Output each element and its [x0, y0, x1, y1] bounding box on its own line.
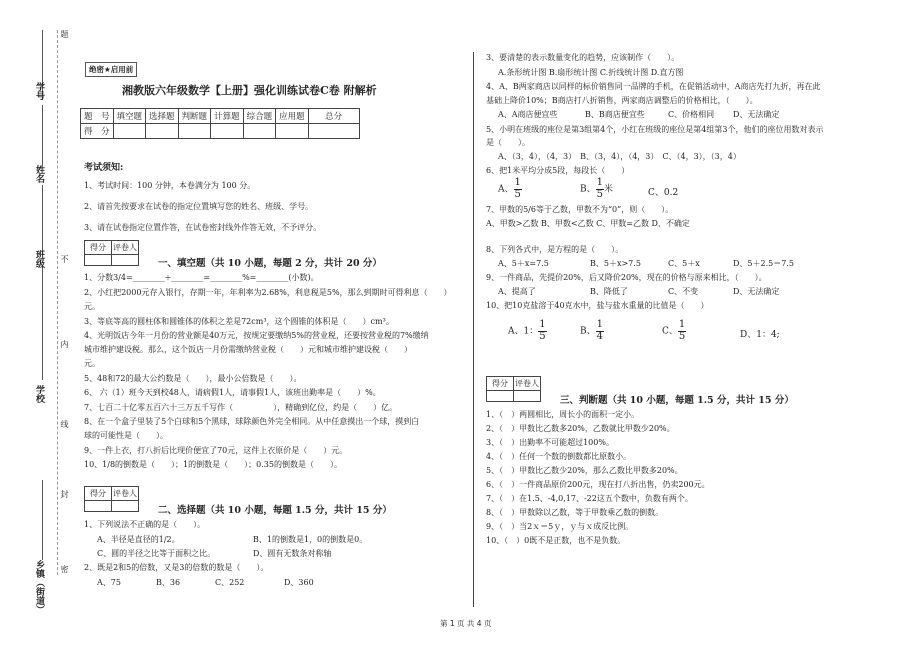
fill-question: 3、等底等高的圆柱体和圆锥体的体积之差是72cm³，这个圆锥的体积是（ ）cm³。 [84, 317, 394, 326]
choice-option: B、5＋x>7.5 [590, 259, 641, 268]
field-school: 学校 [34, 385, 44, 403]
score-cell [243, 124, 276, 139]
score-row-label: 得 分 [81, 124, 114, 139]
judge-question: 5、（ ）甲数比乙数少20%，那么乙数比甲数多20%。 [486, 466, 683, 475]
choice-question: 8、下列各式中，是方程的是（ ）。 [486, 245, 624, 254]
choice-option: D、圆有无数条对称轴 [253, 549, 332, 558]
choice-option: A.条形统计图 B.扇形统计图 C.折线统计图 D.直方图 [498, 68, 684, 77]
fill-question: 元。 [84, 302, 100, 311]
fraction-denominator: 5 [539, 330, 546, 342]
fill-question: 1、分数3/4=________÷________=________%=________(小数)。 [84, 273, 319, 282]
page-footer: 第 1 页 共 4 页 [440, 619, 492, 628]
name-line [42, 105, 43, 165]
choice-option: D、360 [284, 578, 314, 587]
choice-question: 2、既是2和5的倍数，又是3的倍数的数是（ ）。 [84, 563, 269, 572]
seal-line [57, 30, 58, 575]
choice-option: C、5＋x [668, 259, 700, 268]
choice-option-fraction [580, 320, 604, 342]
score-cell [308, 124, 359, 139]
fill-question: 6、 六（1）班今天到校48人，请病假1人，请事假1人，该班出勤率是（ ）%。 [84, 388, 381, 397]
score-table [80, 108, 360, 139]
grader-score-label: 得分 [85, 241, 112, 255]
fraction-denominator: 4 [596, 330, 603, 342]
grader-reviewer-label: 评卷人 [514, 377, 541, 391]
seal-char: 题 [60, 30, 69, 38]
choice-question: 7、甲数的5/6等于乙数，甲数不为“0”，则（ ）。 [486, 205, 674, 214]
choice-option: B、降低了 [590, 287, 628, 296]
score-head: 计算题 [211, 109, 244, 124]
option-label: C、 [662, 326, 678, 337]
confidential-badge: 绝密★启用前 [85, 62, 137, 77]
choice-option: C、252 [215, 578, 245, 587]
fill-question: 9、一件上衣，打八折后比现价便宜了70元，这件上衣原价是（ ）元。 [84, 446, 348, 455]
grader-score-cell [85, 501, 112, 512]
judge-question: 8、（ ）甲数除以乙数，等于甲数乘乙数的倒数。 [486, 508, 664, 517]
choice-option: B、B商店便宜些 [585, 110, 645, 119]
fraction-numerator: 1 [678, 319, 686, 330]
choice-option-fraction [498, 178, 522, 200]
field-name: 姓名 [34, 165, 44, 183]
fill-question: 8、在一个盒子里装了5个白球和5个黑球，球除颜色外完全相同。从中任意摸出一个球，摸到白 [84, 417, 420, 426]
field-student-id: 学号 [34, 82, 44, 100]
option-label: A、 [498, 184, 514, 195]
choice-option-fraction [662, 320, 686, 342]
choice-question: 9、一件商品，先提价20%，后又降价20%，现在的价格与原来相比，（ ）。 [486, 273, 767, 282]
choice-option: D、5＋2.5＝7.5 [733, 259, 794, 268]
score-cell [276, 124, 309, 139]
judge-question: 9、（ ）当2ｘ＝5ｙ，ｙ与ｘ成反比例。 [486, 522, 634, 531]
school-line [42, 265, 43, 380]
choice-question: 是（ ）。 [486, 138, 530, 147]
score-head: 总分 [308, 109, 359, 124]
score-cell [113, 124, 146, 139]
grader-score-label: 得分 [487, 377, 514, 391]
seal-char: 内 [60, 340, 69, 348]
field-class: 班级 [34, 250, 44, 268]
choice-option: A、5＋x=7.5 [498, 259, 549, 268]
note-item: 1、考试时间：100 分钟，本卷满分为 100 分。 [84, 181, 256, 190]
class-line [42, 185, 43, 255]
choice-option: B、36 [156, 578, 181, 587]
choice-question: 10、把10克盐溶于40克水中，盐与盐水重量的比值是（ ） [486, 301, 709, 310]
choice-option: A、半径是直径的1/2。 [97, 535, 180, 544]
judge-question: 10、（ ）0既不是正数，也不是负数。 [486, 536, 626, 545]
town-line [42, 480, 43, 560]
choice-option: A、提高了 [498, 287, 536, 296]
unit: 米 [604, 184, 614, 195]
choice-option: D、无法确定 [733, 287, 780, 296]
grader-reviewer-cell [514, 391, 541, 402]
fraction-denominator: 5 [596, 188, 603, 200]
score-head: 选择题 [146, 109, 179, 124]
choice-question: 4、A、B两家商店以同样的标价销售同一品牌的手机，在促销活动中，A商店先打九折，再在此 [486, 82, 821, 91]
fill-question: 城市维护建设税。那么，这个饭店一月份需缴纳营业税（ ）元和城市维护建设税（ ） [84, 345, 412, 354]
option-label: A、1： [508, 326, 539, 337]
score-head: 判断题 [178, 109, 211, 124]
fill-question: 2、小红把2000元存入银行，存期一年，年利率为2.68%，利息税是5%，那么到期时可得利息（ ） [84, 288, 452, 297]
score-head: 综合题 [243, 109, 276, 124]
section3-title: 三、判断题（共 10 小题，每题 1.5 分，共计 15 分） [560, 395, 794, 406]
score-cell [178, 124, 211, 139]
fill-question: 球的可能性是（ ）。 [84, 431, 168, 440]
choice-question: 5、小明在班级的座位是第3组第4个，小红在班级的座位是第4组第3个，他们的座位用数对表示 [486, 125, 824, 134]
score-head: 填空题 [113, 109, 146, 124]
section2-title: 二、选择题（共 10 小题，每题 1.5 分，共计 15 分） [158, 505, 392, 516]
choice-option: C、0.2 [648, 188, 679, 198]
judge-question: 2、（ ）甲数比乙数多20%，乙数就比甲数少20%。 [486, 424, 675, 433]
fill-question: 5、48和72的最大公约数是（ ），最小公倍数是（ ）。 [84, 374, 302, 383]
column-divider [473, 52, 474, 607]
judge-question: 7、（ ）在1.5、-4,0,17、-22这五个数中，负数有两个。 [486, 494, 693, 503]
grader-box [84, 486, 139, 512]
grader-reviewer-label: 评卷人 [112, 241, 139, 255]
score-cell [146, 124, 179, 139]
section1-title: 一、填空题（共 10 小题，每题 2 分，共计 20 分） [158, 258, 382, 269]
grader-box [486, 376, 541, 402]
grader-reviewer-label: 评卷人 [112, 487, 139, 501]
choice-option-fraction [580, 178, 613, 200]
judge-question: 1、（ ）两圆相比，周长小的面积一定小。 [486, 410, 640, 419]
score-cell [211, 124, 244, 139]
note-item: 2、请首先按要求在试卷的指定位置填写您的姓名、班级、学号。 [84, 202, 314, 211]
grader-score-cell [85, 255, 112, 266]
seal-char: 线 [60, 420, 69, 428]
choice-option: C、价格相同 [668, 110, 715, 119]
fraction-numerator: 1 [596, 177, 603, 188]
choice-option-fraction [508, 320, 547, 342]
fraction-numerator: 1 [514, 177, 521, 188]
choice-question: 1、下列说法不正确的是（ ）。 [84, 520, 206, 529]
fraction-numerator: 1 [539, 319, 546, 330]
field-town: 乡镇（街道） [34, 560, 44, 614]
grader-score-label: 得分 [85, 487, 112, 501]
choice-option: D、1：4; [740, 330, 780, 340]
note-item: 3、请在试卷指定位置作答，在试卷密封线外作答无效，不予评分。 [84, 223, 322, 232]
fill-question: 元。 [84, 359, 100, 368]
page-title: 湘教版六年级数学【上册】强化训练试卷C卷 附解析 [122, 84, 377, 97]
seal-char: 密 [60, 565, 69, 573]
score-head: 题 号 [81, 109, 114, 124]
fill-question: 4、光明饭店今年一月份的营业额是40万元，按规定要缴纳5%的营业税，还要按营业税的7%缴纳 [84, 331, 429, 340]
choice-option: B、1的倒数是1，0的倒数是0。 [253, 535, 368, 544]
seal-char: 不 [60, 255, 69, 263]
grader-reviewer-cell [112, 501, 139, 512]
choice-question: 6、把1米平均分成5段，每段长（ ） [486, 166, 630, 175]
judge-question: 6、（ ）一件商品原价200元，现在打八折出售，仍卖200元。 [486, 480, 710, 489]
choice-option: C、不变 [668, 287, 699, 296]
choice-option: D、无法确定 [733, 110, 780, 119]
grader-reviewer-cell [112, 255, 139, 266]
choice-option: C、圆的半径之比等于面积之比。 [97, 549, 216, 558]
fraction-denominator: 5 [514, 188, 521, 200]
fraction-numerator: 1 [596, 319, 603, 330]
score-head: 应用题 [276, 109, 309, 124]
choice-question: 基础上降价10%；B商店打八折销售，两家商店调整后的价格相比，（ ）。 [486, 96, 758, 105]
choice-option: A、75 [97, 578, 121, 587]
choice-option: A、A商店便宜些 [498, 110, 558, 119]
choice-option: A、（3，4），（4，3） B、（3，4），（4，3） C、（4，3），（3，4） [498, 152, 741, 161]
option-label: B、 [580, 184, 596, 195]
fill-question: 10、1/8的倒数是（ ）；1的倒数是（ ）；0.35的倒数是（ ）。 [84, 460, 342, 469]
notes-heading: 考试须知: [84, 163, 124, 173]
judge-question: 3、（ ）出勤率不可能超过100%。 [486, 438, 614, 447]
grader-box [84, 240, 139, 266]
grader-score-cell [487, 391, 514, 402]
choice-option: A、甲数>乙数 B、甲数<乙数 C、甲数=乙数 D、不确定 [486, 219, 690, 228]
choice-question: 3、要清楚的表示数量变化的趋势，应该制作（ ）。 [486, 53, 680, 62]
judge-question: 4、（ ）任何一个数的倒数都比原数小。 [486, 452, 632, 461]
seal-char: 封 [60, 490, 69, 498]
fraction-denominator: 5 [678, 330, 686, 342]
option-label: B、 [580, 326, 596, 337]
fill-question: 7、七百二十亿零五百六十三万五千写作（ ），精确到亿位，约是（ ）亿。 [84, 403, 398, 412]
